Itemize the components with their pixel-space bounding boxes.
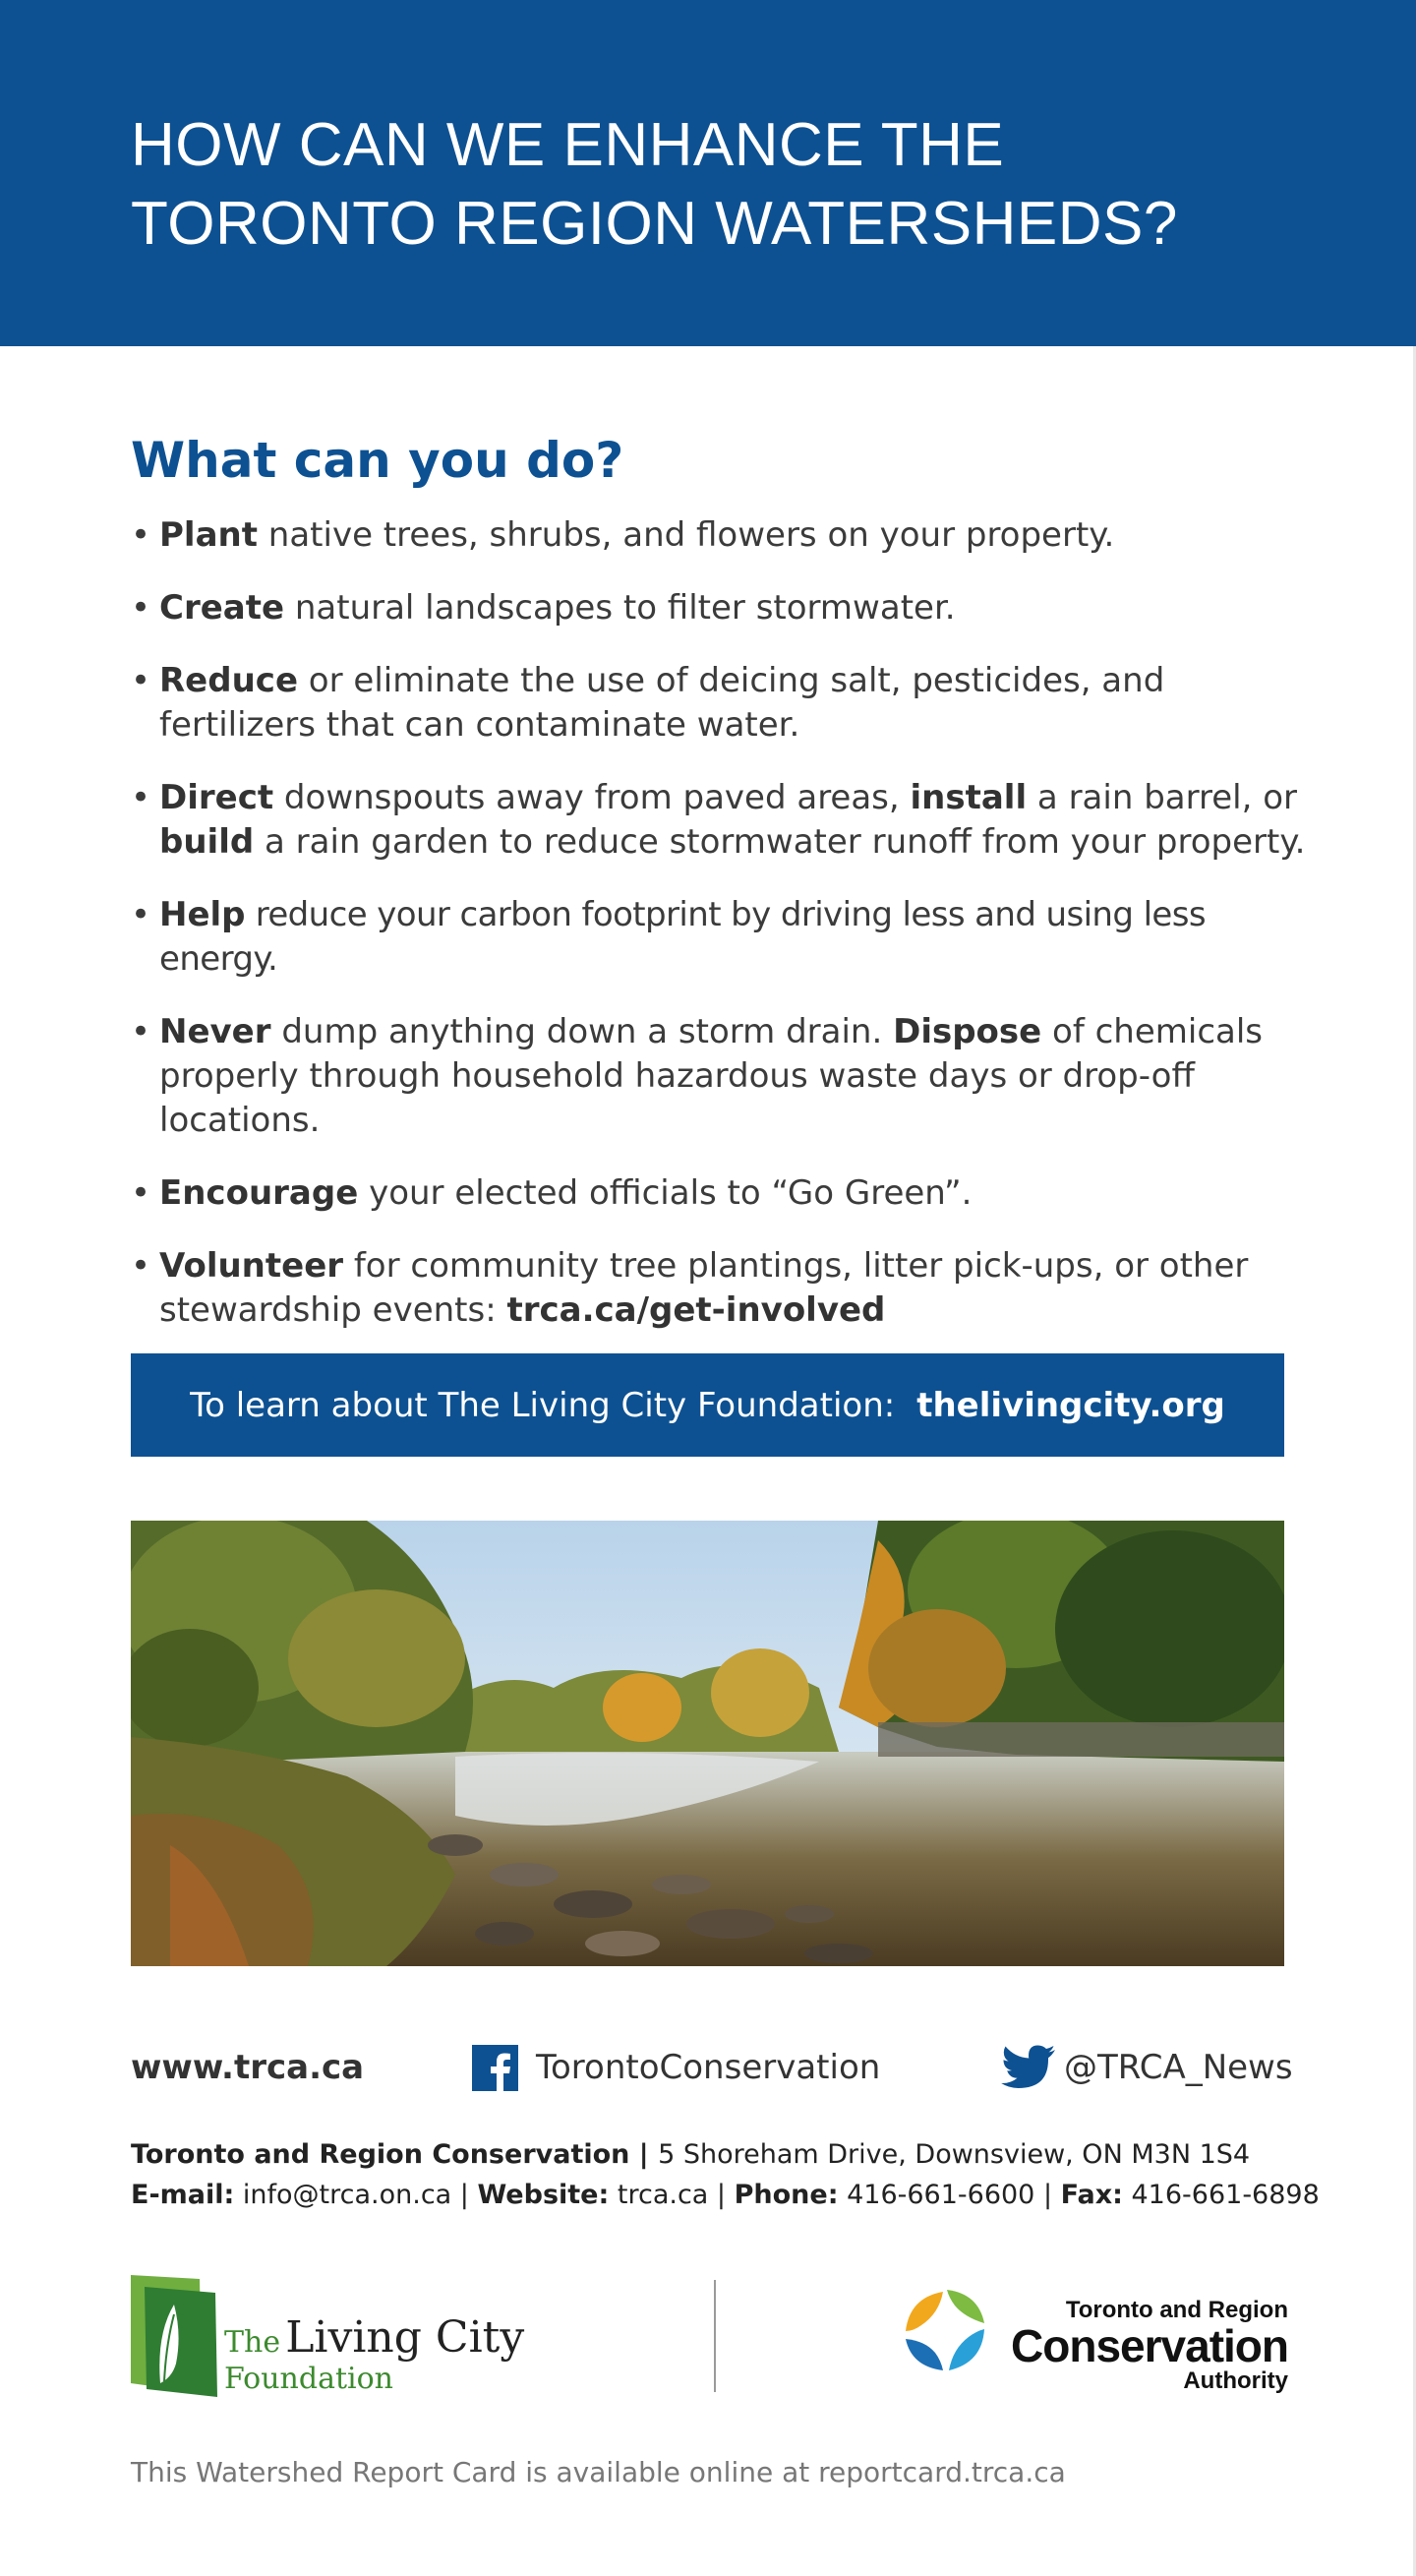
tip-text: reduce your carbon footprint by driving less and using less energy. <box>159 895 1206 979</box>
list-item <box>131 586 1311 630</box>
foundation-cta-banner <box>131 1353 1284 1457</box>
phone-value: 416-661-6600 <box>838 2180 1035 2210</box>
page-title-line2: TORONTO REGION WATERSHEDS? <box>131 190 1178 258</box>
tip-keyword: Reduce <box>159 661 298 700</box>
trca-emblem-icon <box>900 2284 990 2374</box>
bullet: • <box>131 661 151 700</box>
cta-text: To learn about The Living City Foundation: <box>190 1385 896 1425</box>
trca-line2: Conservation <box>1011 2320 1288 2371</box>
fax-value: 416-661-6898 <box>1122 2180 1320 2210</box>
bullet: • <box>131 1012 151 1051</box>
get-involved-link[interactable]: trca.ca/get-involved <box>506 1290 886 1330</box>
bullet: • <box>131 895 151 934</box>
page-title <box>131 106 1311 264</box>
email-label: E-mail: <box>131 2180 235 2210</box>
street-address: 5 Shoreham Drive, Downsview, ON M3N 1S4 <box>658 2139 1251 2170</box>
tip-text: of chemicals properly through household hazardous waste days or drop-off locations. <box>159 1012 1264 1140</box>
tip-keyword: Dispose <box>893 1012 1042 1051</box>
fax-label: Fax: <box>1060 2180 1123 2210</box>
lcf-name: Living City <box>285 2312 525 2363</box>
list-item <box>131 1010 1311 1143</box>
org-name: Toronto and Region Conservation <box>131 2139 630 2170</box>
list-item <box>131 513 1311 558</box>
section-heading: What can you do? <box>131 432 624 489</box>
lcf-the: The <box>224 2325 281 2360</box>
living-city-foundation-logo <box>131 2275 544 2401</box>
website-value[interactable]: trca.ca <box>609 2180 709 2210</box>
tip-keyword: build <box>159 822 255 862</box>
logo-divider <box>714 2280 716 2392</box>
facebook-icon <box>472 2045 518 2091</box>
separator: | <box>708 2180 735 2210</box>
tip-text: natural landscapes to filter stormwater. <box>284 588 956 628</box>
page-title-line1: HOW CAN WE ENHANCE THE <box>131 111 1005 179</box>
separator: | <box>629 2139 659 2170</box>
separator: | <box>451 2180 478 2210</box>
tip-text: for community tree plantings, litter pick-ups, or other stewardship events: <box>159 1246 1249 1330</box>
tip-text: a rain barrel, or <box>1027 778 1297 817</box>
tip-text: dump anything down a storm drain. <box>270 1012 894 1051</box>
lcf-wordmark <box>224 2312 524 2363</box>
list-item <box>131 893 1311 982</box>
tip-text: native trees, shrubs, and flowers on your property. <box>257 515 1115 555</box>
tip-text: or eliminate the use of deicing salt, pesticides, and fertilizers that can contaminate water. <box>159 661 1165 745</box>
bullet: • <box>131 778 151 817</box>
contact-line <box>131 2175 1320 2215</box>
bullet: • <box>131 515 151 555</box>
header-banner <box>0 0 1416 346</box>
bullet: • <box>131 1173 151 1213</box>
twitter-handle: @TRCA_News <box>1064 2048 1293 2087</box>
tip-keyword: install <box>910 778 1028 817</box>
list-item <box>131 659 1311 748</box>
leaf-logo-icon <box>131 2275 219 2401</box>
bullet: • <box>131 588 151 628</box>
facebook-handle: TorontoConservation <box>536 2048 881 2087</box>
footer-note: This Watershed Report Card is available online at reportcard.trca.ca <box>131 2456 1066 2488</box>
tips-list <box>131 513 1311 1361</box>
river-photo <box>131 1521 1284 1966</box>
cta-link[interactable]: thelivingcity.org <box>916 1385 1225 1425</box>
facebook-link[interactable] <box>472 2043 880 2092</box>
list-item <box>131 1171 1311 1216</box>
phone-label: Phone: <box>734 2180 839 2210</box>
email-value[interactable]: info@trca.on.ca <box>234 2180 452 2210</box>
twitter-link[interactable] <box>1001 2043 1293 2092</box>
tip-keyword: Never <box>159 1012 271 1051</box>
tip-keyword: Create <box>159 588 285 628</box>
list-item <box>131 776 1311 865</box>
address-line <box>131 2134 1320 2175</box>
tip-keyword: Plant <box>159 515 258 555</box>
bullet: • <box>131 1246 151 1286</box>
separator: | <box>1034 2180 1061 2210</box>
trca-wordmark <box>998 2298 1288 2394</box>
website-link[interactable]: www.trca.ca <box>131 2048 365 2087</box>
trca-logo <box>900 2284 1288 2402</box>
tip-text: downspouts away from paved areas, <box>273 778 911 817</box>
tip-keyword: Encourage <box>159 1173 359 1213</box>
tip-keyword: Direct <box>159 778 274 817</box>
contact-details <box>131 2134 1320 2215</box>
tip-keyword: Help <box>159 895 246 934</box>
tip-text: your elected officials to “Go Green”. <box>358 1173 973 1213</box>
trca-line1: Toronto and Region <box>1065 2297 1288 2323</box>
twitter-bird-icon <box>1001 2045 1056 2090</box>
trca-line3: Authority <box>1183 2367 1288 2394</box>
website-label: Website: <box>477 2180 610 2210</box>
lcf-foundation: Foundation <box>224 2362 394 2396</box>
tip-keyword: Volunteer <box>159 1246 344 1286</box>
tip-text: a rain garden to reduce stormwater runoff from your property. <box>254 822 1306 862</box>
list-item <box>131 1244 1311 1333</box>
